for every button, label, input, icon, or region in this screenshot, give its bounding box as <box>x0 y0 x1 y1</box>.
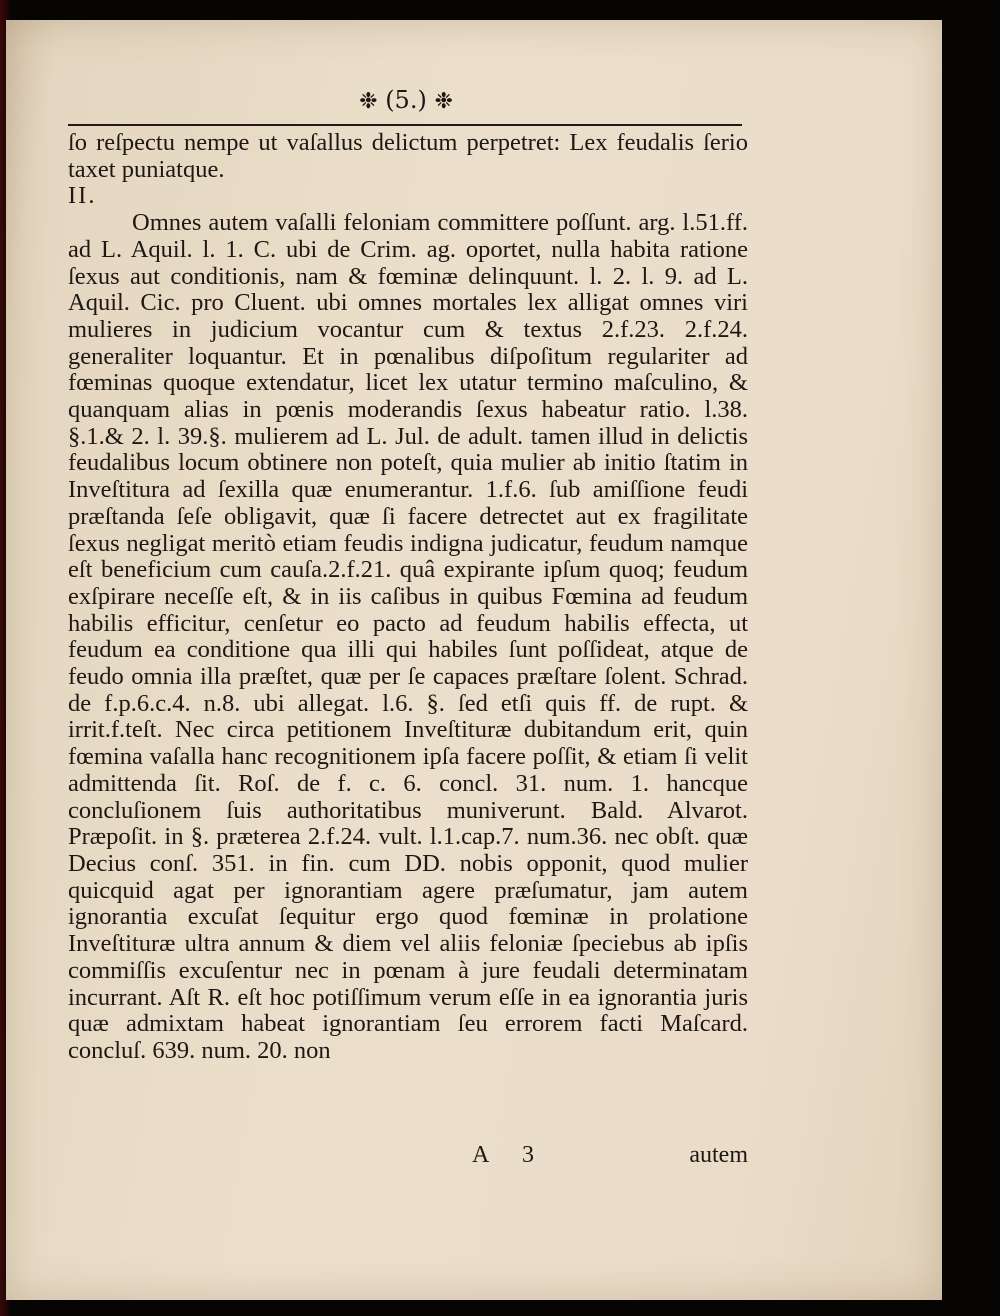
section-number: II. <box>68 182 97 210</box>
body-text <box>68 130 748 1065</box>
page-number: (5.) <box>385 86 427 114</box>
paragraph-main: Omnes autem vaſalli feloniam committere poſſunt. arg. l.51.ff. ad L. Aquil. l. 1. C. ubi de Crim. ag. oportet, nulla habita ratione ſexus aut conditionis, nam & fœminæ delinquunt. l. 2. l. 9. ad L. Aquil. Cic. pro Cluent. ubi omnes mortales lex alligat omnes viri mulieres in judicium vocantur cum & textus 2.f.23. 2.f.24. generaliter loquantur. Et in pœnalibus diſpoſitum regulariter ad fœminas quoque extendatur, licet lex utatur termino maſculino, & quanquam alias in pœnis moderandis ſexus habeatur ratio. l.38. §.1.& 2. l. 39.§. mulierem ad L. Jul. de adult. tamen illud in delictis feudalibus locum obtinere non poteſt, quia mulier ab initio ſtatim in Inveſtitura ad ſexilla quæ enumerantur. 1.f.6. ſub amiſſione feudi præſtanda ſeſe obligavit, quæ ſi facere detrectet aut ex fragilitate ſexus negligat meritò etiam feudis indigna judicatur, feudum namque eſt beneficium cum cauſa.2.f.21. quâ expirante ipſum quoq; feudum exſpirare neceſſe eſt, & in iis caſibus in quibus Fœmina ad feudum habilis efficitur, cenſetur eo pacto ad feudum habilis effecta, ut feudum ea conditione qua illi qui habiles ſunt poſſideat, atque de feudo omnia illa præſtet, quæ per ſe capaces præſtare ſolent. Schrad. de f.p.6.c.4. n.8. ubi allegat. l.6. §. ſed etſi quis ff. de rupt. & irrit.f.teſt. Nec circa petitionem Inveſtituræ dubitandum erit, quin fœmina vaſalla hanc recognitionem ipſa facere poſſit, & etiam ſi velit admittenda ſit. Roſ. de f. c. 6. concl. 31. num. 1. hancque concluſionem ſuis authoritatibus muniverunt. Bald. Alvarot. Præpoſit. in §. præterea 2.f.24. vult. l.1.cap.7. num.36. nec obſt. quæ Decius conſ. 351. in fin. cum DD. nobis opponit, quod mulier quicquid agat per ignorantiam agere præſumatur, jam autem ignorantia excuſat ſequitur ergo quod fœminæ in prolatione Inveſtituræ ultra annum & diem vel aliis feloniæ ſpeciebus ab ipſis commiſſis excuſentur nec in pœnam à jure feudali determinatam incurrant. Aſt R. eſt hoc potiſſimum verum eſſe in ea ignorantia juris quæ admixtam habeat ignorantiam ſeu errorem facti Maſcard. concluſ. 639. num. 20. non <box>68 209 748 1064</box>
catchword: autem <box>689 1142 748 1168</box>
book-page <box>6 20 942 1300</box>
header-rule <box>68 124 742 126</box>
page-footer <box>68 1142 748 1172</box>
header-ornament-left-icon: ❉ <box>359 89 378 114</box>
page-header <box>66 80 746 120</box>
header-ornament-right-icon: ❉ <box>434 89 453 114</box>
signature-mark: A 3 <box>472 1142 549 1168</box>
paragraph-continuation: ſo reſpectu nempe ut vaſallus delictum perpetret: Lex feudalis ſerio taxet puniatque. <box>68 129 748 183</box>
